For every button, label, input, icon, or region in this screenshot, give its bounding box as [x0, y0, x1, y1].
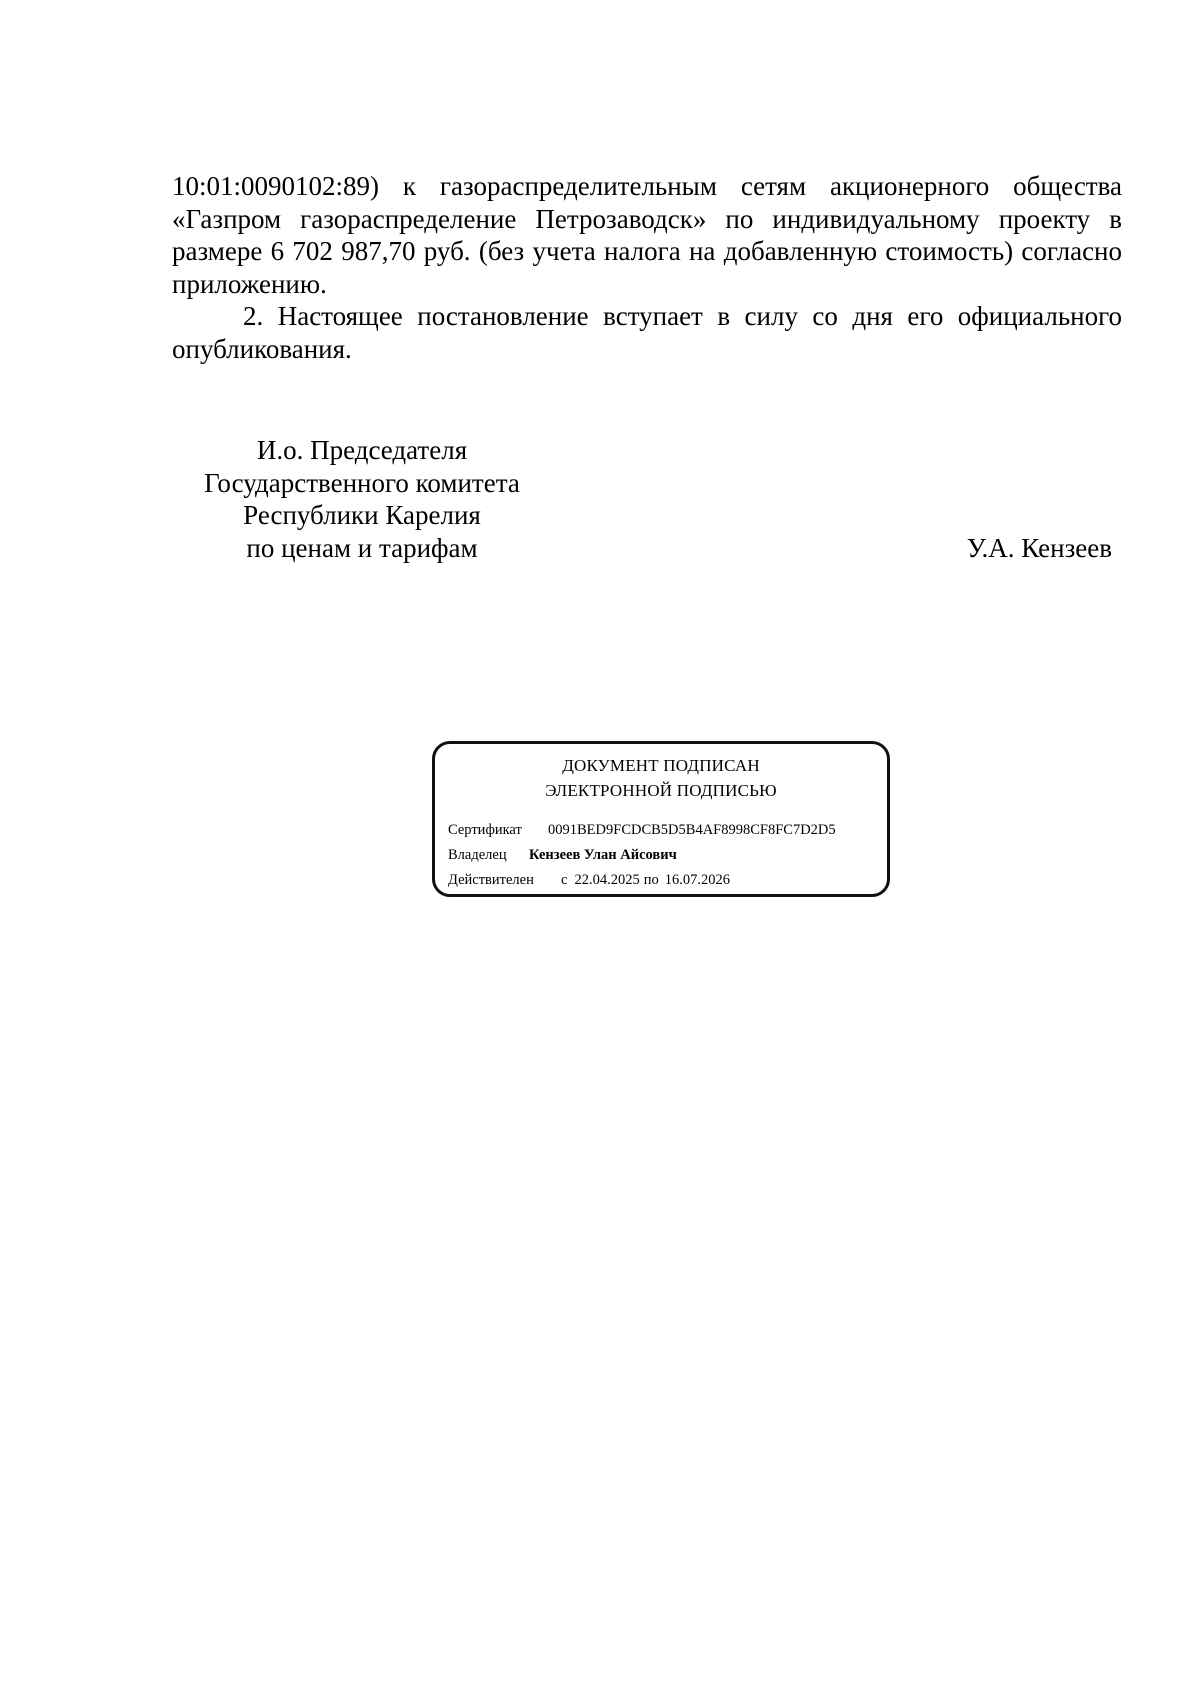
- valid-to-word: по: [643, 872, 659, 888]
- signer-name: У.А. Кензеев: [966, 532, 1112, 563]
- owner-value: Кензеев Улан Айсович: [529, 847, 677, 863]
- stamp-title-line: ДОКУМЕНТ ПОДПИСАН: [562, 756, 760, 775]
- stamp-validity-row: [448, 871, 730, 889]
- valid-label: Действителен: [448, 872, 534, 888]
- signer-position-line: Республики Карелия: [243, 500, 481, 530]
- owner-label: Владелец: [448, 847, 507, 863]
- stamp-title: [435, 753, 887, 803]
- stamp-title-line: ЭЛЕКТРОННОЙ ПОДПИСЬЮ: [545, 781, 777, 800]
- certificate-value: 0091BED9FCDCB5D5B4AF8998CF8FC7D2D5: [548, 822, 836, 838]
- paragraph-tariff-decision: 10:01:0090102:89) к газораспределительным сетям акционерного общества «Газпром газораспределение Петрозаводск» по индивидуальному проекту в размере 6 702 987,70 руб. (без учета налога на добавленную стоимость) согласно приложению.: [172, 171, 1122, 299]
- valid-to-date: 16.07.2026: [664, 872, 730, 888]
- electronic-signature-stamp: [432, 741, 890, 897]
- paragraph-effective-date: 2. Настоящее постановление вступает в силу со дня его официального опубликования.: [172, 301, 1122, 364]
- signer-position: [172, 434, 552, 564]
- document-body: [172, 170, 1122, 365]
- stamp-owner-row: [448, 846, 677, 864]
- signer-position-line: И.о. Председателя: [256, 435, 468, 465]
- certificate-label: Сертификат: [448, 822, 522, 838]
- valid-from-date: 22.04.2025: [574, 872, 640, 888]
- signer-position-line: по ценам и тарифам: [246, 532, 478, 563]
- stamp-certificate-row: [448, 821, 836, 839]
- valid-from-word: с: [561, 872, 568, 888]
- signature-block: [172, 434, 1122, 574]
- signer-position-line: Государственного комитета: [204, 467, 520, 498]
